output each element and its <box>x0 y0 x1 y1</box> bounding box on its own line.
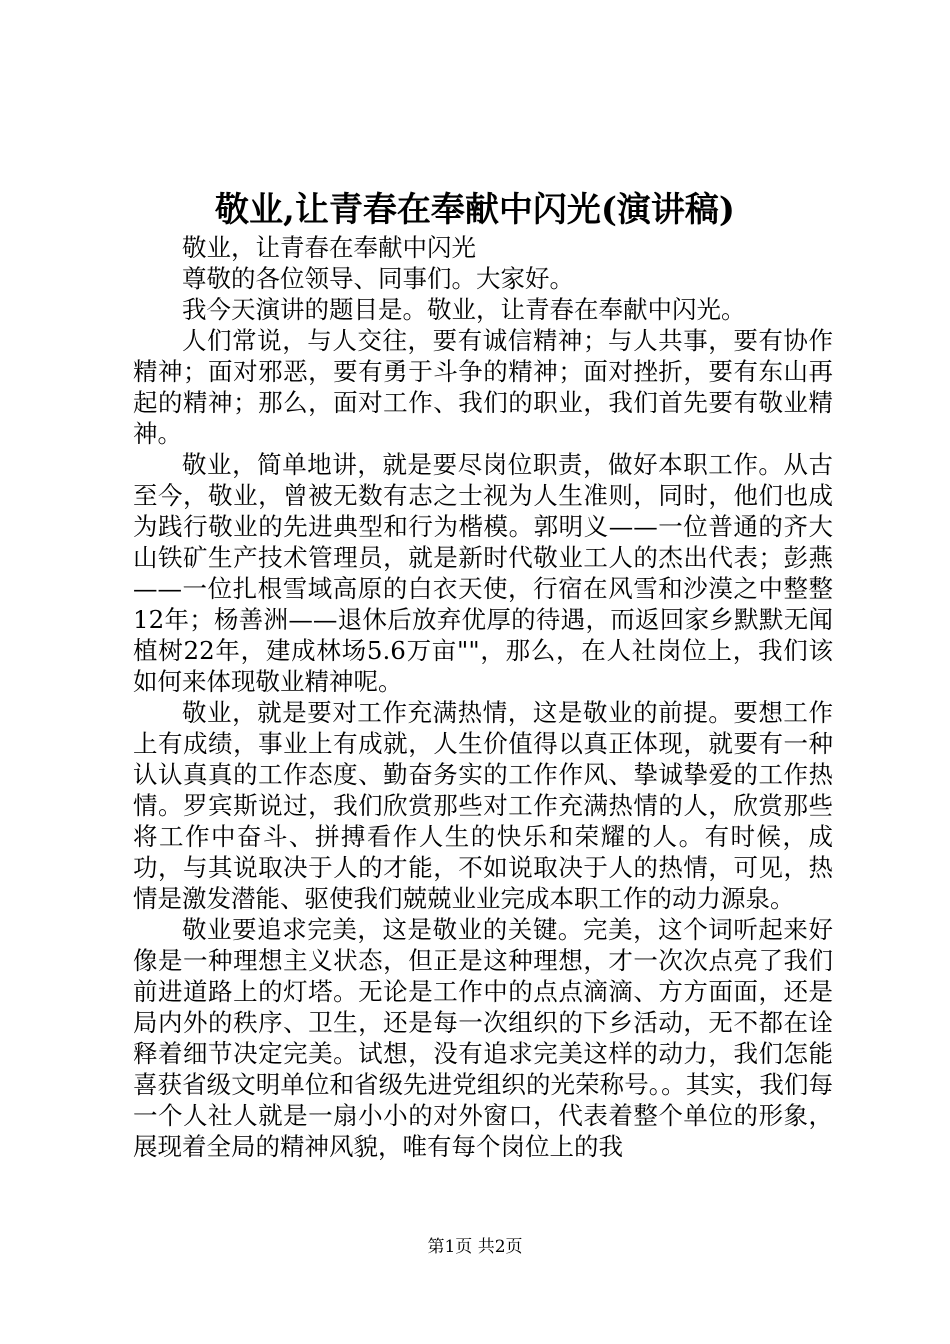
paragraph-perfection: 敬业要追求完美，这是敬业的关键。完美，这个词听起来好像是一种理想主义状态，但正是这种理想，才一次次点亮了我们前进道路上的灯塔。无论是工作中的点点滴滴、方方面面，还是局内外的秩序、卫生，还是每一次组织的下乡活动，无不都在诠释着细节决定完美。试想，没有追求完美这样的动力，我们怎能喜获省级文明单位和省级先进党组织的光荣称号。。其实，我们每一个人社人就是一扇小小的对外窗口，代表着整个单位的形象，展现着全局的精神风貌，唯有每个岗位上的我 <box>133 915 833 1161</box>
paragraph-passion: 敬业，就是要对工作充满热情，这是敬业的前提。要想工作上有成绩，事业上有成就，人生价值得以真正体现，就要有一种认认真真的工作态度、勤奋务实的工作作风、挚诚挚爱的工作热情。罗宾斯说过，我们欣赏那些对工作充满热情的人，欣赏那些将工作中奋斗、拼搏看作人生的快乐和荣耀的人。有时候，成功，与其说取决于人的才能，不如说取决于人的热情，可见，热情是激发潜能、驱使我们兢兢业业完成本职工作的动力源泉。 <box>133 698 833 913</box>
paragraph-topic: 我今天演讲的题目是。敬业，让青春在奉献中闪光。 <box>182 295 746 324</box>
paragraph-intro: 人们常说，与人交往，要有诚信精神；与人共事，要有协作精神；面对邪恶，要有勇于斗争的精神；面对挫折，要有东山再起的精神；那么，面对工作、我们的职业，我们首先要有敬业精神。 <box>133 326 833 448</box>
paragraph-examples: 敬业，简单地讲，就是要尽岗位职责，做好本职工作。从古至今，敬业，曾被无数有志之士视为人生准则，同时，他们也成为践行敬业的先进典型和行为楷模。郭明义——一位普通的齐大山铁矿生产技术管理员，就是新时代敬业工人的杰出代表；彭燕——一位扎根雪域高原的白衣天使，行宿在风雪和沙漠之中整整12年；杨善洲——退休后放弃优厚的待遇，而返回家乡默默无闻植树22年，建成林场5.6万亩""，那么，在人社岗位上，我们该如何来体现敬业精神呢。 <box>133 450 833 696</box>
document-body <box>133 232 833 1162</box>
page-footer: 第1页 共2页 <box>427 1237 523 1257</box>
paragraph-greeting: 尊敬的各位领导、同事们。大家好。 <box>182 264 574 293</box>
paragraph-speech-title: 敬业，让青春在奉献中闪光 <box>182 233 476 262</box>
page-title: 敬业,让青春在奉献中闪光(演讲稿) <box>214 190 735 230</box>
